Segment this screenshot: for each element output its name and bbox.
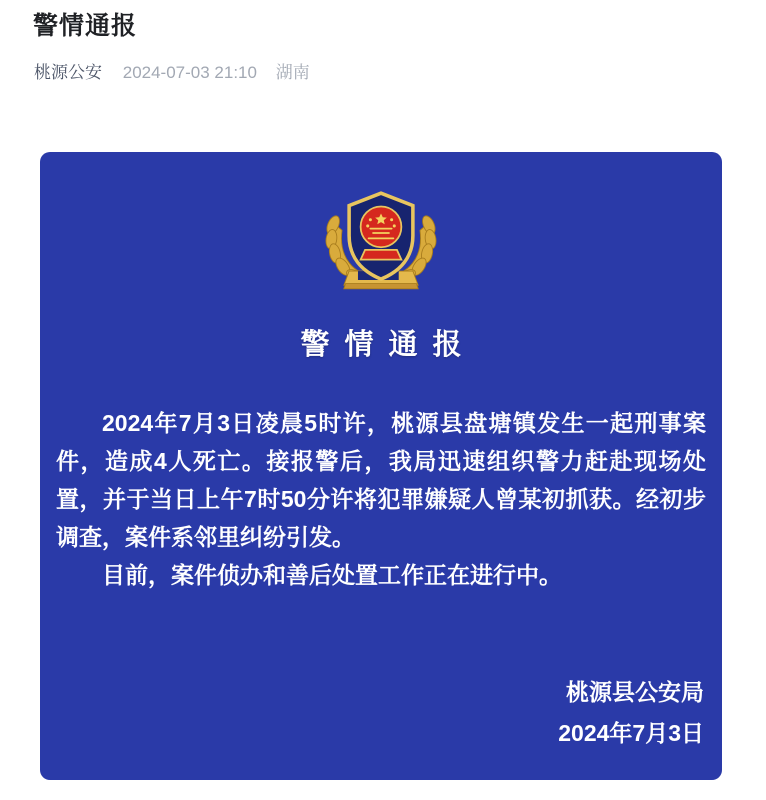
notice-signature bbox=[558, 672, 704, 754]
article-region: 湖南 bbox=[275, 63, 310, 82]
notice-body bbox=[56, 404, 706, 594]
notice-paragraph-1: 2024年7月3日凌晨5时许，桃源县盘塘镇发生一起刑事案件，造成4人死亡。接报警后，我局迅速组织警力赶赴现场处置，并于当日上午7时50分许将犯罪嫌疑人曾某初抓获。经初步调查，案件系邻里纠纷引发。 bbox=[56, 410, 706, 550]
signature-issuer: 桃源县公安局 bbox=[566, 679, 704, 705]
china-police-badge-icon bbox=[319, 184, 443, 298]
signature-date: 2024年7月3日 bbox=[558, 720, 704, 746]
article-meta bbox=[34, 63, 766, 83]
article-timestamp: 2024-07-03 21:10 bbox=[122, 63, 257, 82]
notice-title: 警情通报 bbox=[300, 329, 477, 361]
notice-paragraph-2: 目前，案件侦办和善后处置工作正在进行中。 bbox=[102, 562, 562, 588]
page-title: 警情通报 bbox=[33, 12, 138, 40]
police-notice-card bbox=[40, 152, 722, 780]
article-source[interactable]: 桃源公安 bbox=[34, 63, 102, 82]
